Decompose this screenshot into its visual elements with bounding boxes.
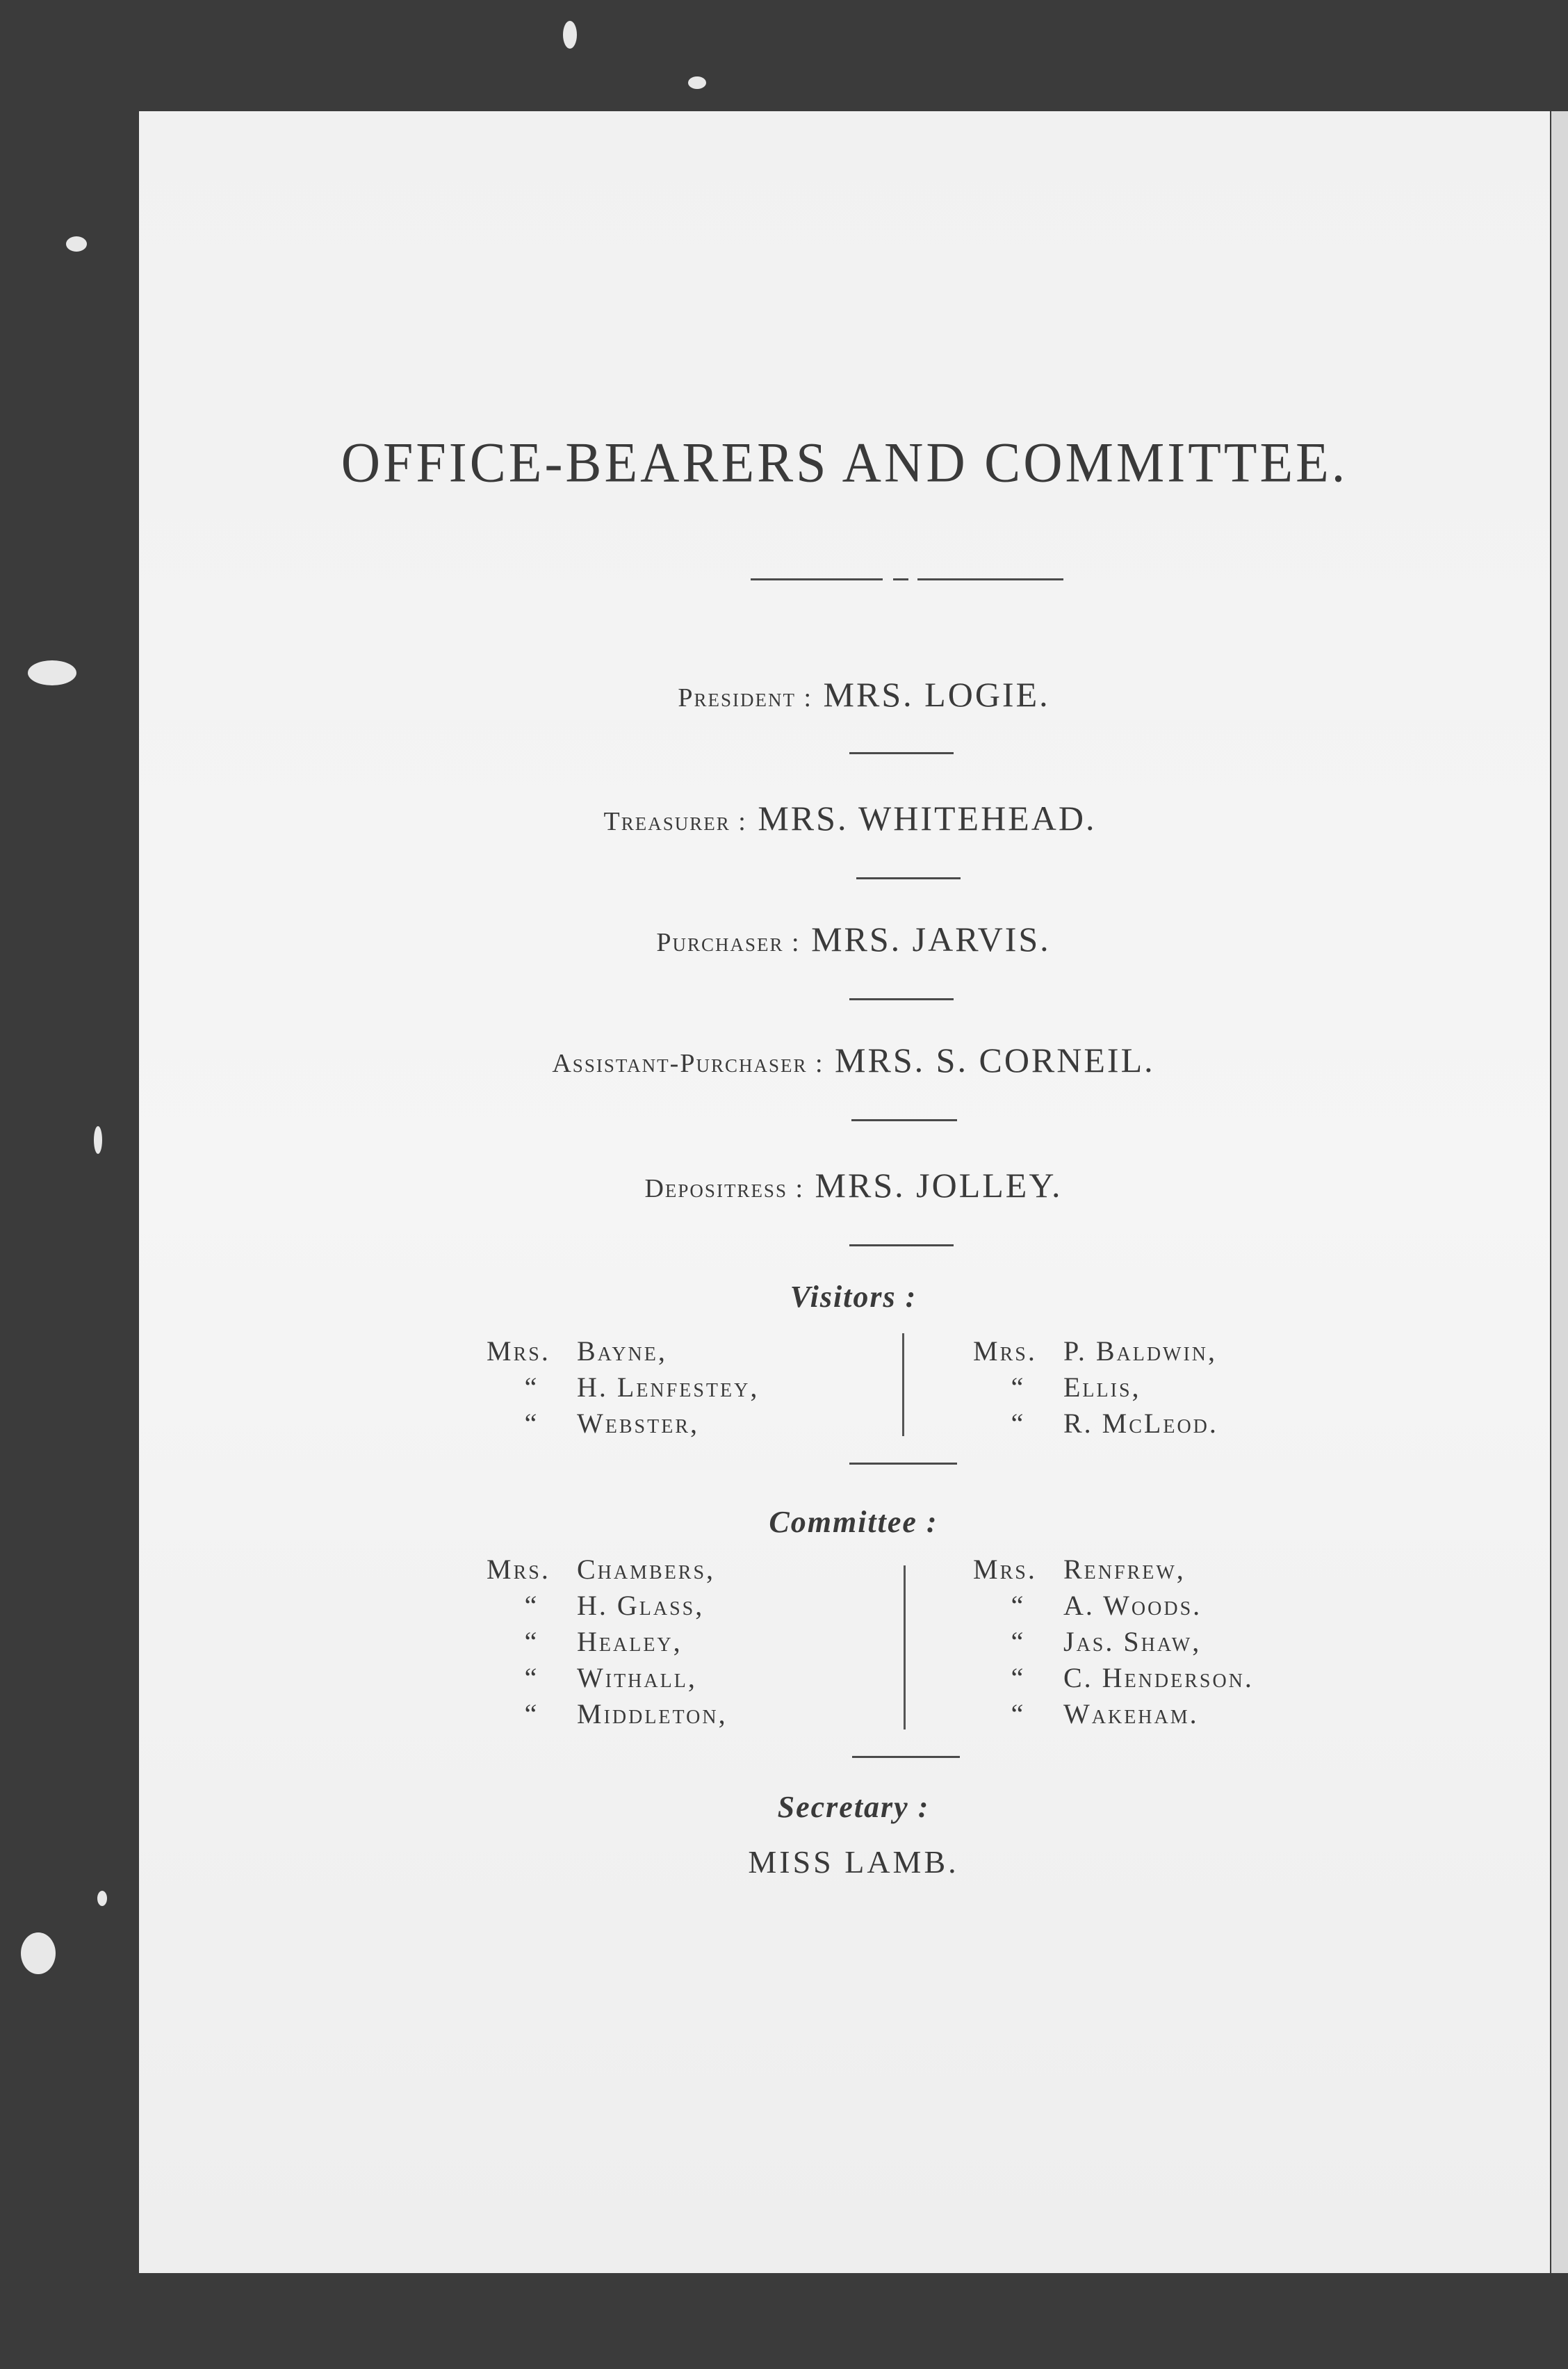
list-item: “ Wakeham. <box>1011 1698 1199 1729</box>
section-divider <box>852 1756 960 1758</box>
list-item: “ Webster, <box>524 1408 699 1439</box>
title-divider <box>917 578 1063 580</box>
visitors-left-column <box>487 1333 759 1442</box>
committee-heading: Committee : <box>769 1505 938 1539</box>
officer-purchaser <box>139 919 1568 959</box>
committee-left-column <box>487 1552 728 1732</box>
visitors-heading: Visitors : <box>790 1280 917 1314</box>
officer-role: President : <box>678 683 813 713</box>
section-divider <box>849 752 954 754</box>
list-item: “ Middleton, <box>524 1698 728 1729</box>
page-title: OFFICE-BEARERS AND COMMITTEE. <box>341 430 1348 494</box>
officer-name: MRS. LOGIE. <box>823 675 1050 714</box>
list-item: “ Withall, <box>524 1662 697 1693</box>
officer-role: Assistant-Purchaser : <box>552 1049 824 1078</box>
list-item: “ C. Henderson. <box>1011 1662 1254 1693</box>
visitors-right-column <box>973 1333 1218 1442</box>
secretary-heading: Secretary : <box>777 1790 930 1824</box>
scan-fleck <box>21 1932 56 1974</box>
section-divider <box>849 1463 957 1465</box>
officer-treasurer <box>132 798 1568 838</box>
officer-name: MRS. S. CORNEIL. <box>835 1041 1155 1080</box>
officer-name: MRS. WHITEHEAD. <box>758 799 1097 838</box>
list-item: Mrs. Chambers, <box>487 1554 716 1585</box>
section-divider <box>856 877 961 879</box>
list-item: Mrs. P. Baldwin, <box>973 1335 1218 1367</box>
list-item: “ Ellis, <box>1011 1371 1141 1403</box>
column-separator <box>902 1333 904 1436</box>
scan-fleck <box>66 236 87 252</box>
list-item: “ H. Lenfestey, <box>524 1371 760 1403</box>
title-divider-dash <box>893 578 908 580</box>
scan-fleck <box>94 1126 102 1154</box>
officer-depositress <box>139 1165 1568 1205</box>
section-divider <box>849 1244 954 1246</box>
column-separator <box>904 1565 906 1729</box>
officer-assistant-purchaser <box>139 1040 1568 1080</box>
officer-role: Depositress : <box>644 1174 805 1203</box>
section-divider <box>851 1119 957 1121</box>
officer-role: Purchaser : <box>656 928 801 957</box>
section-divider <box>849 998 954 1000</box>
scan-fleck <box>688 76 706 89</box>
list-item: “ Jas. Shaw, <box>1011 1626 1202 1657</box>
officer-president <box>160 674 1568 715</box>
officer-name: MRS. JOLLEY. <box>815 1166 1063 1205</box>
secretary-name: MISS LAMB. <box>748 1844 959 1880</box>
scan-fleck <box>563 21 577 49</box>
list-item: “ Healey, <box>524 1626 683 1657</box>
title-divider <box>751 578 883 580</box>
list-item: “ A. Woods. <box>1011 1590 1202 1621</box>
list-item: “ R. McLeod. <box>1011 1408 1218 1439</box>
list-item: Mrs. Renfrew, <box>973 1554 1186 1585</box>
list-item: “ H. Glass, <box>524 1590 705 1621</box>
scan-fleck <box>97 1891 107 1906</box>
officer-role: Treasurer : <box>603 807 747 836</box>
list-item: Mrs. Bayne, <box>487 1335 667 1367</box>
officer-name: MRS. JARVIS. <box>811 920 1051 959</box>
scan-fleck <box>28 660 76 685</box>
committee-right-column <box>973 1552 1254 1732</box>
